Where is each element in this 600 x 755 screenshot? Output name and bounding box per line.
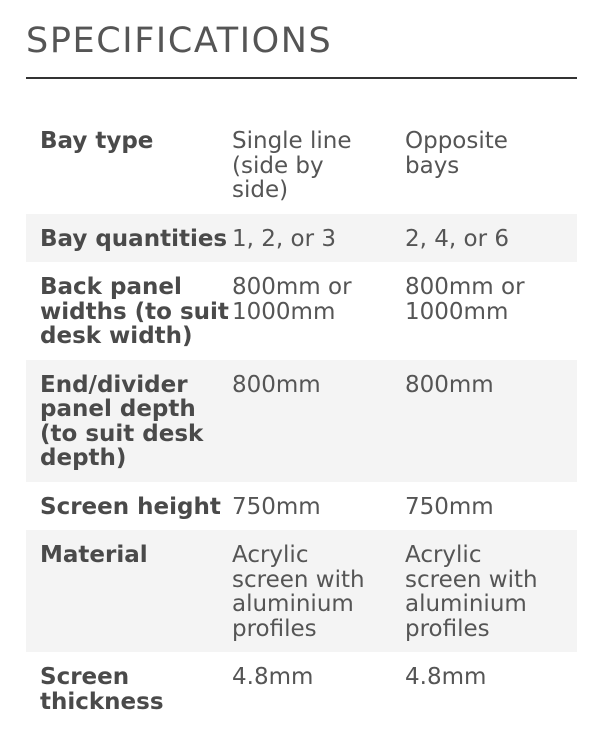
- spec-value-opposite-bays: Opposite bays: [405, 128, 508, 179]
- spec-value-opposite-bays: 800mm or 1000mm: [405, 274, 525, 325]
- spec-value-single-line: 800mm: [232, 360, 405, 482]
- spec-label: Screen height: [40, 493, 221, 520]
- spec-value-single-line: Acrylic screen with aluminium profiles: [232, 530, 405, 652]
- spec-value-single-line: 750mm: [232, 493, 321, 520]
- spec-label: Material: [26, 530, 232, 652]
- spec-label: Bay quantities: [26, 214, 232, 263]
- spec-value-single-line: 4.8mm: [232, 664, 314, 690]
- spec-value-opposite-bays: 2, 4, or 6: [405, 214, 577, 263]
- spec-value-single-line: 1, 2, or 3: [232, 214, 405, 263]
- spec-row-end-divider-panel-depth: [26, 360, 577, 482]
- spec-value-opposite-bays: 4.8mm: [405, 664, 487, 690]
- spec-row-screen-thickness: [26, 652, 577, 725]
- title-divider: [26, 77, 577, 79]
- spec-label: Bay type: [40, 128, 154, 154]
- spec-row-screen-height: [26, 482, 577, 531]
- spec-row-bay-type: [26, 116, 577, 214]
- page-title: SPECIFICATIONS: [26, 21, 333, 61]
- spec-value-opposite-bays: Acrylic screen with aluminium profiles: [405, 530, 577, 652]
- spec-row-back-panel-widths: [26, 262, 577, 360]
- spec-value-opposite-bays: 750mm: [405, 493, 494, 520]
- spec-label: Back panel widths (to suit desk width): [40, 274, 229, 349]
- spec-row-material: [26, 530, 577, 652]
- spec-value-single-line: Single line (side by side): [232, 128, 352, 203]
- spec-value-opposite-bays: 800mm: [405, 360, 577, 482]
- spec-label: End/divider panel depth (to suit desk depth): [26, 360, 232, 482]
- spec-value-single-line: 800mm or 1000mm: [232, 274, 352, 325]
- spec-row-bay-quantities: [26, 214, 577, 263]
- spec-label: Screen thickness: [40, 664, 164, 715]
- specifications-table: [26, 116, 577, 725]
